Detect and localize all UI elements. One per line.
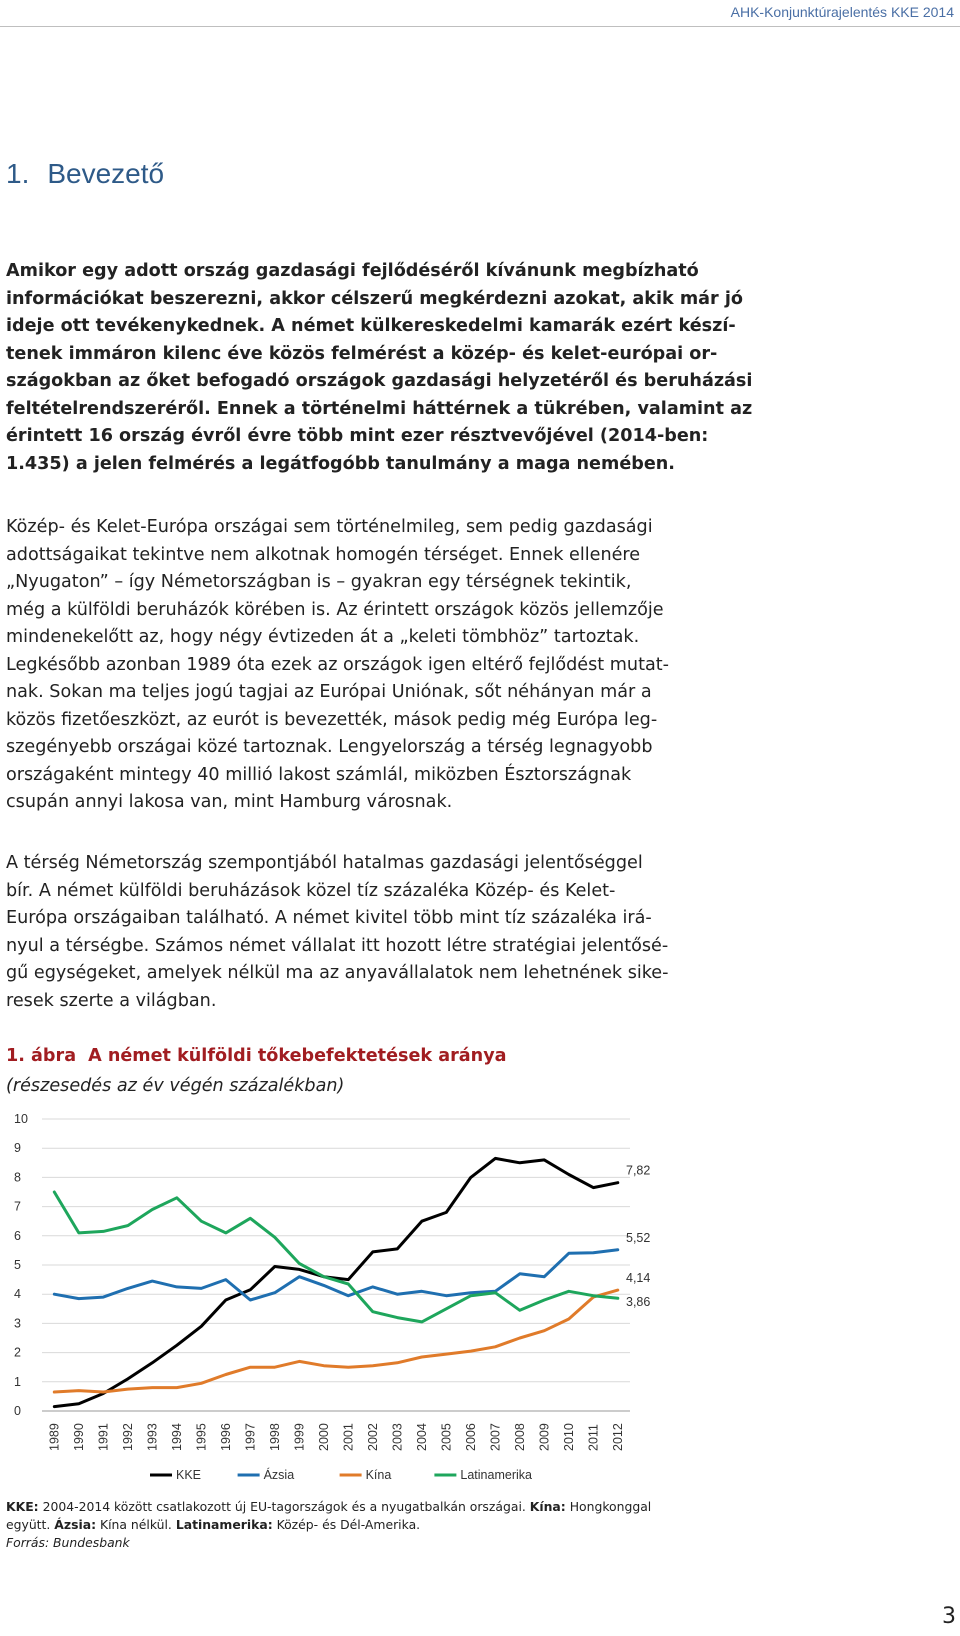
x-tick-label: 2004 <box>414 1423 429 1451</box>
paragraph-line: mindenekelőtt az, hogy négy évtizeden át a „keleti tömbhöz” tartoztak. <box>6 627 640 647</box>
y-tick-label: 10 <box>14 1112 28 1126</box>
paragraph-line: nyul a térségbe. Számos német vállalat itt hozott létre stratégiai jelentősé- <box>6 935 669 956</box>
paragraph-line: információkat beszerezni, akkor célszerű megkérdezni azokat, akik már jó <box>6 288 743 309</box>
header-rule <box>0 26 960 27</box>
x-tick-label: 2005 <box>439 1423 454 1451</box>
series-line-kke <box>54 1158 618 1406</box>
y-tick-label: 4 <box>14 1287 21 1302</box>
figure-title <box>6 1046 507 1066</box>
paragraph-line: Európa országaiban található. A német kivitel több mint tíz százaléka irá- <box>6 908 652 928</box>
y-tick-label: 2 <box>14 1345 21 1360</box>
source-note: Forrás: Bundesbank <box>6 1535 130 1550</box>
x-tick-label: 1990 <box>71 1423 86 1451</box>
y-tick-label: 8 <box>14 1170 21 1185</box>
x-tick-label: 1997 <box>243 1423 258 1451</box>
series-line-ázsia <box>54 1250 618 1300</box>
figure-subtitle: (részesedés az év végén százalékban) <box>6 1076 345 1096</box>
x-tick-label: 2003 <box>390 1423 405 1451</box>
paragraph-line: A térség Németország szempontjából hatalmas gazdasági jelentőséggel <box>6 853 643 873</box>
chart-svg <box>0 1104 680 1504</box>
end-value-label: 3,86 <box>626 1295 651 1310</box>
note-label-azsia: Ázsia: <box>54 1517 97 1532</box>
paragraph-line: resek szerte a világban. <box>6 990 217 1011</box>
y-tick-label: 5 <box>14 1258 21 1272</box>
end-value-label: 5,52 <box>626 1230 651 1245</box>
x-tick-label: 2001 <box>341 1423 356 1451</box>
y-tick-label: 7 <box>14 1199 21 1214</box>
running-header: AHK-Konjunktúrajelentés KKE 2014 <box>730 4 954 20</box>
paragraph-line: Amikor egy adott ország gazdasági fejlődéséről kívánunk megbízható <box>6 261 699 281</box>
paragraph-line: „Nyugaton” – így Németországban is – gyakran egy térségnek tekintik, <box>6 572 632 592</box>
paragraph-line: bír. A német külföldi beruházások közel tíz százaléka Közép- és Kelet- <box>6 880 616 901</box>
series-line-latinamerika <box>54 1192 618 1322</box>
paragraph-line: csupán annyi lakosa van, mint Hamburg városnak. <box>6 792 453 812</box>
x-tick-label: 1993 <box>145 1423 160 1451</box>
note-text-kina: Hongkonggal együtt. <box>6 1499 652 1532</box>
x-tick-label: 2002 <box>365 1423 380 1451</box>
note-text-azsia: Kína nélkül. <box>96 1517 176 1532</box>
x-tick-label: 2000 <box>316 1423 331 1451</box>
end-value-label: 7,82 <box>626 1163 651 1178</box>
y-tick-label: 3 <box>14 1316 21 1331</box>
x-tick-label: 2011 <box>586 1424 601 1451</box>
note-label-latin: Latinamerika: <box>175 1517 273 1532</box>
y-tick-label: 6 <box>14 1228 21 1243</box>
paragraph-line: országaként mintegy 40 millió lakost számlál, miközben Észtországnak <box>6 764 632 785</box>
intro-paragraph <box>6 258 753 478</box>
y-tick-label: 0 <box>14 1404 21 1418</box>
note-label-kke: KKE: <box>6 1499 39 1514</box>
paragraph-line: Közép- és Kelet-Európa országai sem történelmileg, sem pedig gazdasági <box>6 517 653 537</box>
x-tick-label: 2009 <box>537 1423 552 1451</box>
paragraph-line: tenek immáron kilenc éve közös felmérést a közép- és kelet-európai or- <box>6 343 718 364</box>
line-chart <box>0 1104 680 1504</box>
paragraph-line: szegényebb országai közé tartoznak. Lengyelország a térség legnagyobb <box>6 737 653 757</box>
paragraph-line: 1.435) a jelen felmérés a legátfogóbb tanulmány a maga nemében. <box>6 453 675 474</box>
paragraph-line: Legkésőbb azonban 1989 óta ezek az országok igen eltérő fejlődést mutat- <box>6 654 669 675</box>
x-tick-label: 1989 <box>47 1423 62 1451</box>
paragraph-line: nak. Sokan ma teljes jogú tagjai az Európai Uniónak, sőt néhányan már a <box>6 682 652 702</box>
paragraph-line: szágokban az őket befogadó országok gazdasági helyzetéről és beruházási <box>6 371 753 391</box>
section-title <box>6 158 164 190</box>
note-text-latin: Közép- és Dél-Amerika. <box>272 1517 421 1532</box>
legend-label: Ázsia <box>263 1468 295 1482</box>
x-tick-label: 2007 <box>488 1423 503 1451</box>
body-paragraph-3 <box>6 850 676 1015</box>
x-tick-label: 1996 <box>218 1423 233 1451</box>
legend-label: Kína <box>365 1468 392 1482</box>
paragraph-line: még a külföldi beruházók körében is. Az érintett országok közös jellemzője <box>6 599 664 620</box>
x-tick-label: 2012 <box>610 1423 625 1451</box>
figure-notes <box>6 1498 666 1552</box>
note-text-kke: 2004-2014 között csatlakozott új EU-tagországok és a nyugatbalkán országai. <box>38 1499 530 1514</box>
paragraph-line: érintett 16 ország évről évre több mint ezer résztvevőjével (2014-ben: <box>6 426 709 446</box>
legend-label: Latinamerika <box>460 1468 532 1482</box>
x-tick-label: 1991 <box>96 1423 111 1451</box>
x-tick-label: 1999 <box>292 1423 307 1451</box>
x-tick-label: 2010 <box>561 1423 576 1451</box>
x-tick-label: 2006 <box>463 1423 478 1451</box>
note-label-kina: Kína: <box>529 1499 566 1514</box>
x-tick-label: 1995 <box>194 1423 209 1451</box>
page-number: 3 <box>942 1604 956 1629</box>
section-number: 1. <box>6 158 30 189</box>
paragraph-line: közös fizetőeszközt, az eurót is bevezették, mások pedig még Európa leg- <box>6 709 658 730</box>
legend-label: KKE <box>176 1468 202 1482</box>
body-paragraph-2 <box>6 514 676 817</box>
x-tick-label: 1998 <box>267 1423 282 1451</box>
y-tick-label: 9 <box>14 1141 21 1156</box>
y-tick-label: 1 <box>14 1374 21 1389</box>
paragraph-line: feltételrendszeréről. Ennek a történelmi háttérnek a tükrében, valamint az <box>6 398 753 419</box>
paragraph-line: adottságaikat tekintve nem alkotnak homogén térséget. Ennek ellenére <box>6 544 641 565</box>
figure-title-text: A német külföldi tőkebefektetések aránya <box>88 1046 507 1066</box>
x-tick-label: 1994 <box>169 1423 184 1451</box>
figure-number: 1. ábra <box>6 1046 77 1066</box>
section-title-text: Bevezető <box>47 158 165 189</box>
x-tick-label: 2008 <box>512 1423 527 1451</box>
paragraph-line: gű egységeket, amelyek nélkül ma az anyavállalatok nem lehetnének sike- <box>6 963 669 983</box>
end-value-label: 4,14 <box>626 1271 651 1286</box>
x-tick-label: 1992 <box>120 1423 135 1451</box>
paragraph-line: ideje ott tevékenykednek. A német külkereskedelmi kamarák ezért készí- <box>6 316 736 336</box>
